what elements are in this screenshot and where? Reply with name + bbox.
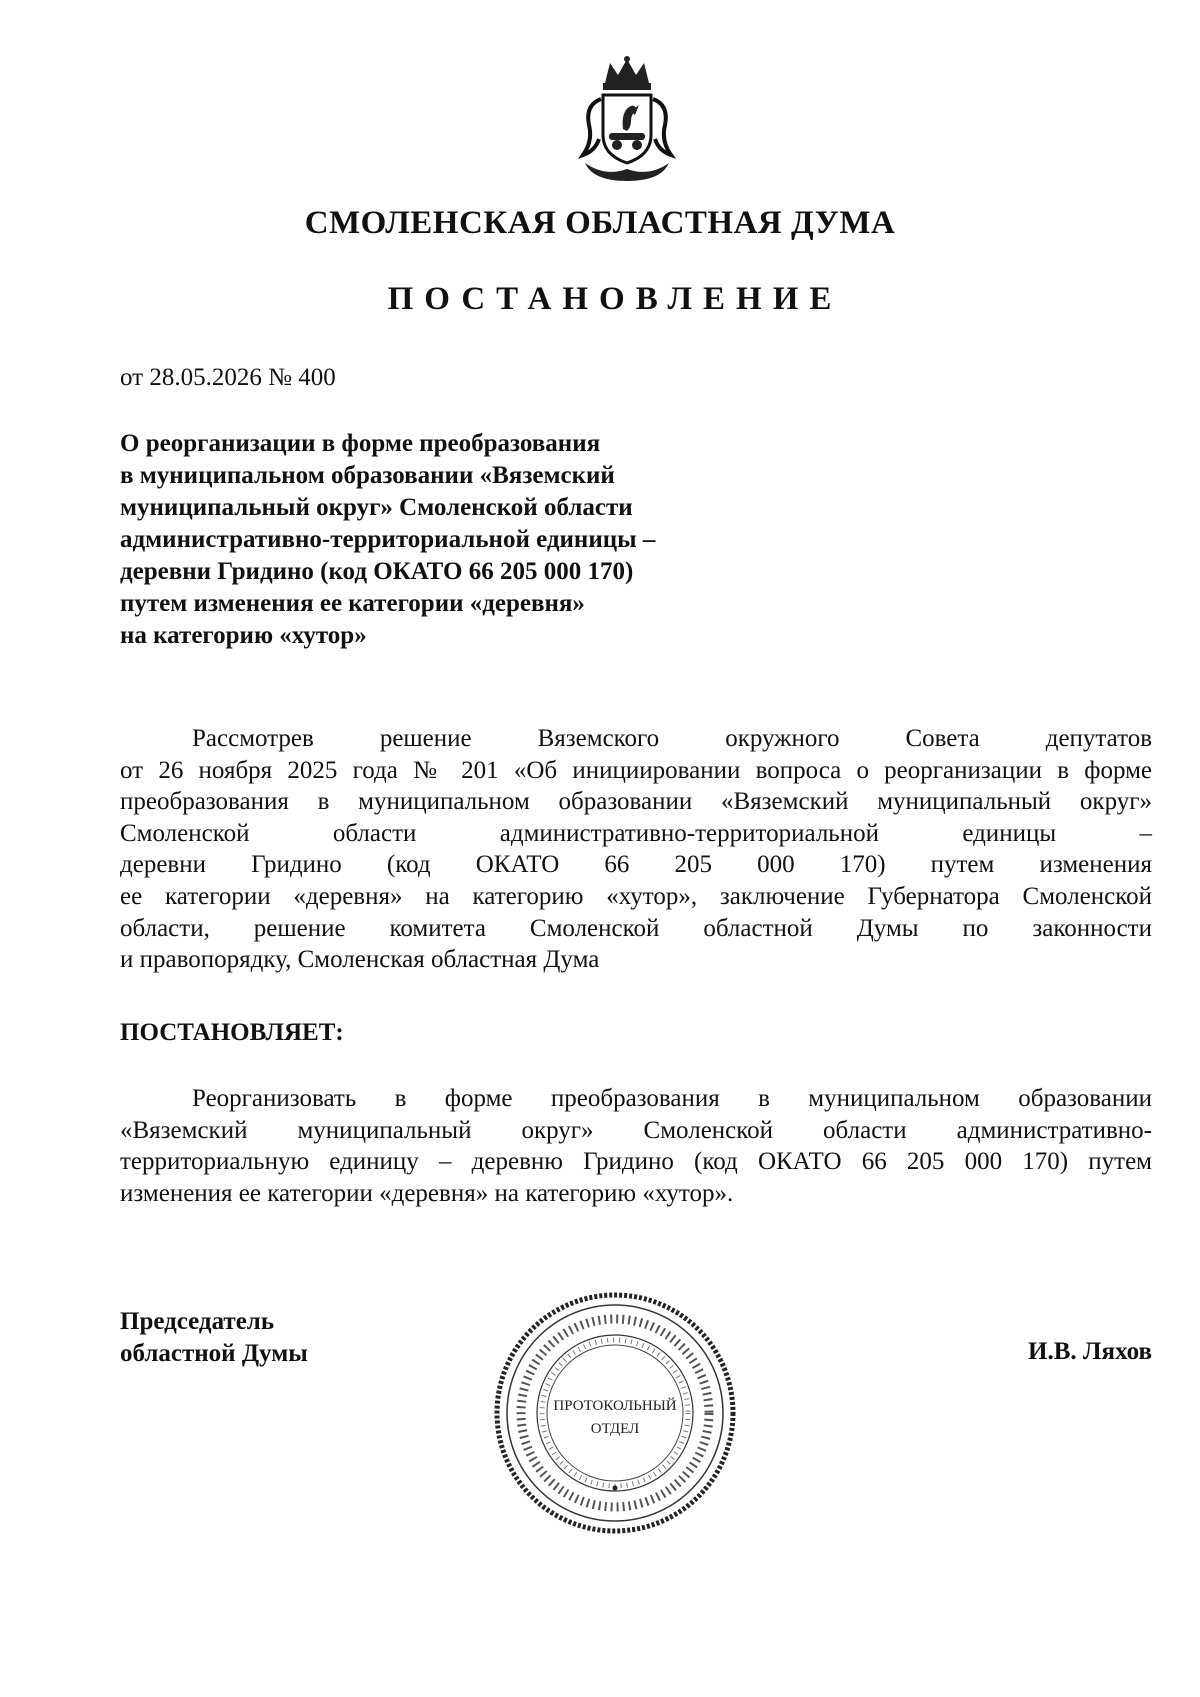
organization-name: СМОЛЕНСКАЯ ОБЛАСТНАЯ ДУМА [304,205,896,241]
resolution-line: территориальную единицу – деревню Гридино (код ОКАТО 66 205 000 170) путем [120,1148,1152,1176]
stamp-text-line: ПРОТОКОЛЬНЫЙ [553,1398,677,1414]
preamble-line: Рассмотрев решение Вяземского окружного Совета депутатов [192,725,1152,752]
preamble-line: Смоленской области административно-территориальной единицы – [120,819,1152,847]
preamble-line: и правопорядку, Смоленская областная Дума [120,946,600,974]
preamble-line: ее категории «деревня» на категорию «хутор», заключение Губернатора Смоленской [120,882,1152,910]
preamble-line: преобразования в муниципальном образовании «Вяземский муниципальный округ» [120,788,1152,816]
preamble-line: от 26 ноября 2025 года № 201 «Об инициировании вопроса о реорганизации в форме [120,756,1152,784]
subject-line: на категорию «хутор» [120,622,367,649]
subject-line: муниципальный округ» Смоленской области [120,494,633,521]
subject-line: деревни Гридино (код ОКАТО 66 205 000 170) [120,558,634,585]
document-date-number: от 28.05.2026 № 400 [120,364,336,391]
subject-line: путем изменения ее категории «деревня» [120,590,585,617]
subject-line: О реорганизации в форме преобразования [120,430,601,457]
resolution-line: Реорганизовать в форме преобразования в муниципальном образовании [192,1085,1152,1112]
signer-title-line: Председатель [120,1308,275,1335]
signer-title [120,1306,308,1370]
preamble-paragraph [120,723,1152,976]
preamble-line: деревни Гридино (код ОКАТО 66 205 000 170) путем изменения [120,851,1152,879]
resolution-line: изменения ее категории «деревня» на категорию «хутор». [120,1179,734,1207]
resolution-paragraph [120,1083,1152,1209]
stamp-text-line: ОТДЕЛ [590,1421,640,1437]
coat-of-arms-icon [565,55,690,185]
preamble-line: области, решение комитета Смоленской областной Думы по законности [120,914,1152,942]
document-type: ПОСТАНОВЛЕНИЕ [387,281,843,317]
resolves-heading: ПОСТАНОВЛЯЕТ: [120,1019,344,1046]
resolution-line: «Вяземский муниципальный округ» Смоленской области административно- [120,1116,1152,1144]
subject-line: административно-территориальной единицы – [120,526,656,553]
signer-title-line: областной Думы [120,1340,308,1367]
document-subject [120,428,760,652]
subject-line: в муниципальном образовании «Вяземский [120,462,615,489]
signer-name: И.В. Ляхов [1028,1338,1152,1365]
